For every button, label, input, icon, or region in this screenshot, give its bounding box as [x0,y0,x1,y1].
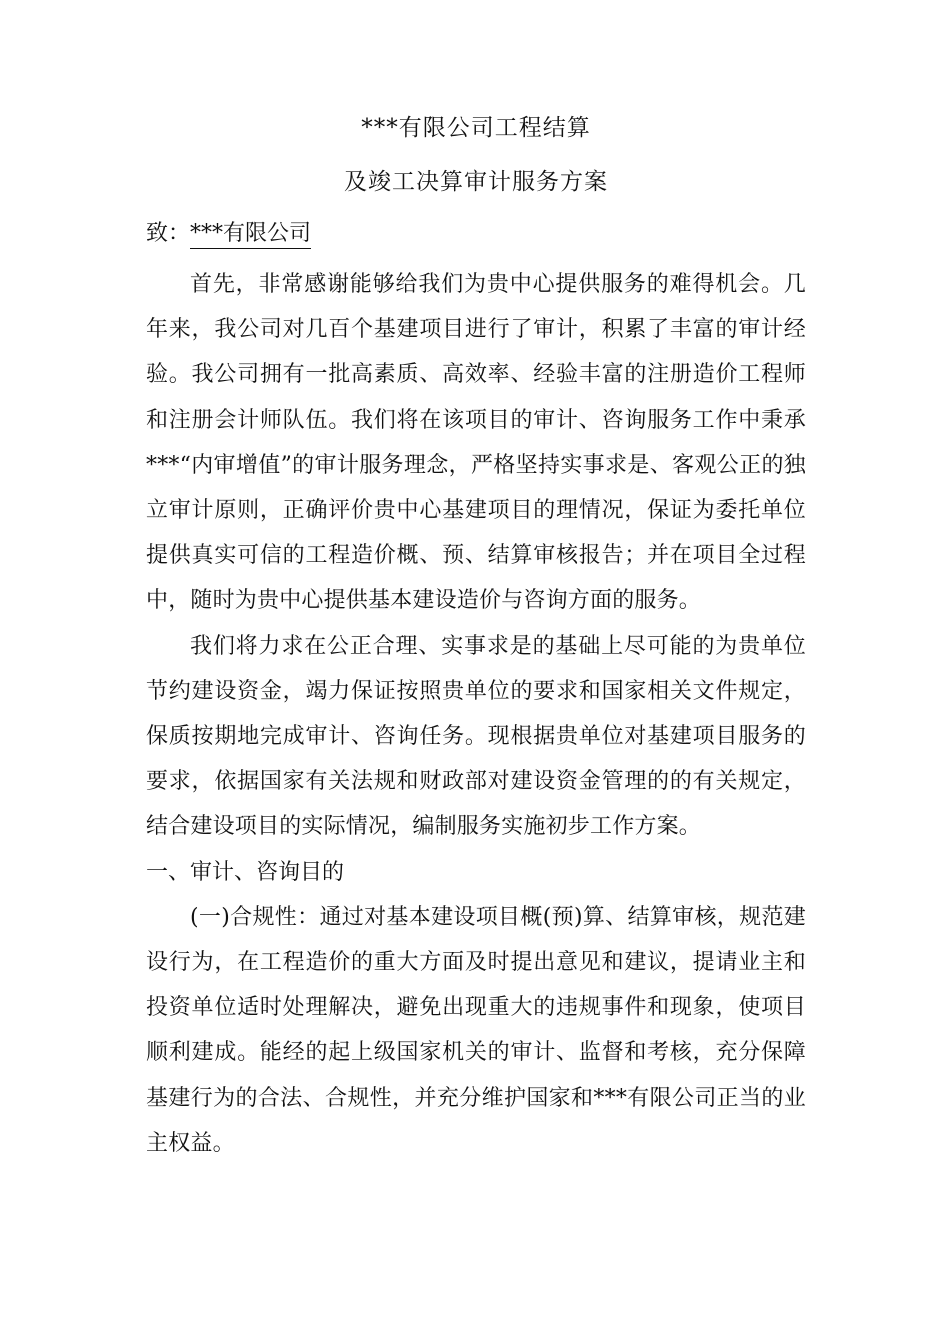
compliance-paragraph: (一)合规性：通过对基本建设项目概(预)算、结算审核，规范建设行为，在工程造价的重大方面及时提出意见和建议，提请业主和投资单位适时处理解决，避免出现重大的违规事件和现象，使项目顺利建成。能经的起上级国家机关的审计、监督和考核，充分保障基建行为的合法、合规性，并充分维护国家和***有限公司正当的业主权益。 [146,904,806,1156]
addressee-prefix: 致： [146,221,191,246]
document-title-line-1: ***有限公司工程结算 [361,115,591,141]
addressee-name: ***有限公司 [190,221,311,249]
addressee-line [146,217,806,251]
section-heading-purpose: 一、审计、咨询目的 [146,859,345,885]
commitment-paragraph: 我们将力求在公正合理、实事求是的基础上尽可能的为贵单位节约建设资金，竭力保证按照贵单位的要求和国家相关文件规定，保质按期地完成审计、咨询任务。现根据贵单位对基建项目服务的要求，依据国家有关法规和财政部对建设资金管理的的有关规定，结合建设项目的实际情况，编制服务实施初步工作方案。 [146,633,806,840]
intro-paragraph: 首先，非常感谢能够给我们为贵中心提供服务的难得机会。几年来，我公司对几百个基建项目进行了审计，积累了丰富的审计经验。我公司拥有一批高素质、高效率、经验丰富的注册造价工程师和注册会计师队伍。我们将在该项目的审计、咨询服务工作中秉承***“内审增值”的审计服务理念，严格坚持实事求是、客观公正的独立审计原则，正确评价贵中心基建项目的理情况，保证为委托单位提供真实可信的工程造价概、预、结算审核报告；并在项目全过程中，随时为贵中心提供基本建设造价与咨询方面的服务。 [146,272,806,614]
document-body [146,112,806,1166]
document-title-line-2: 及竣工决算审计服务方案 [344,169,608,195]
